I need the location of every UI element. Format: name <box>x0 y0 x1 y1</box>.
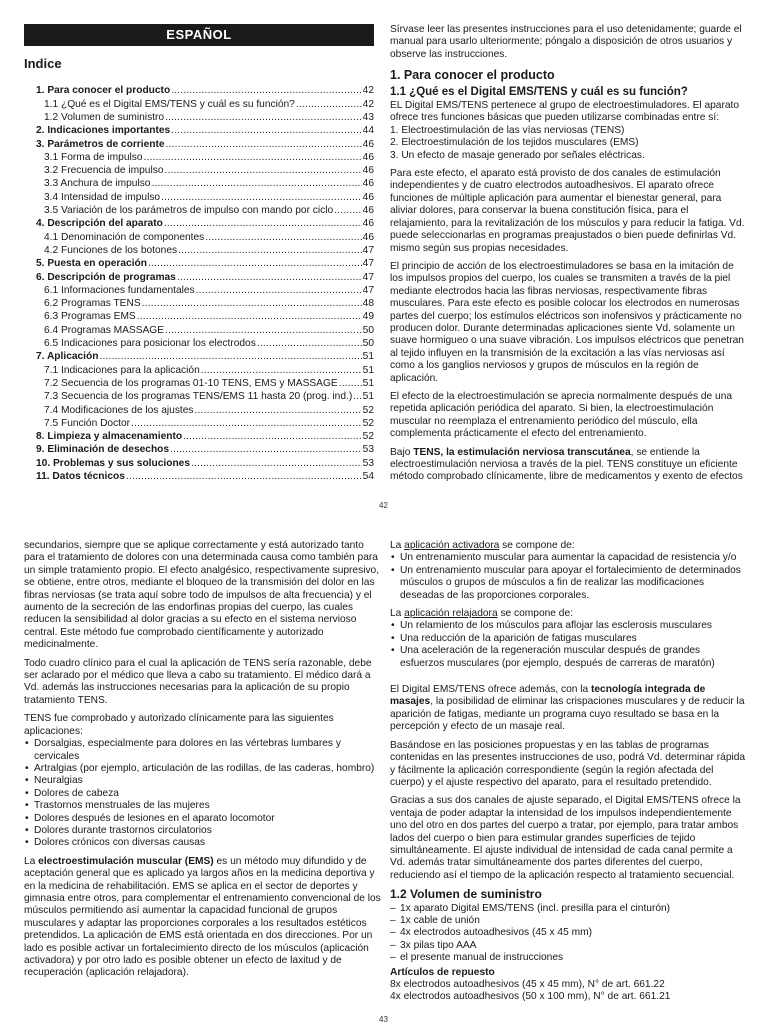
table-of-contents <box>24 84 374 483</box>
toc-entry[interactable] <box>24 164 374 177</box>
toc-entry-title: 4. Descripción del aparato <box>36 218 163 230</box>
toc-entry[interactable] <box>24 84 374 97</box>
list-item: – 1x aparato Digital EMS/TENS (incl. presilla para el cinturón) <box>400 903 747 915</box>
toc-entry-title: 6.3 Programas EMS <box>44 311 136 323</box>
toc-entry[interactable] <box>24 310 374 323</box>
toc-entry-page: 51 <box>362 391 374 403</box>
toc-entry-page: 52 <box>362 417 374 429</box>
toc-entry[interactable] <box>24 191 374 204</box>
toc-leader-dots <box>144 151 362 164</box>
toc-entry[interactable] <box>24 364 374 377</box>
toc-leader-dots <box>151 177 361 190</box>
toc-entry-title: 6. Descripción de programas <box>36 271 176 283</box>
toc-leader-dots <box>126 470 362 483</box>
toc-leader-dots <box>195 404 362 417</box>
toc-entry-page: 51 <box>362 377 374 389</box>
toc-entry-page: 49 <box>362 311 374 323</box>
list-item: – 3x pilas tipo AAA <box>400 940 747 952</box>
toc-entry-page: 51 <box>362 351 374 363</box>
paragraph: El efecto de la electroestimulación se aprecia normalmente después de una repetida aplicación periódica del aparato. Si bien, la electroestimulación muscular no reemplaza el entrenamiento periódico del músculo, ella complementa prácticamente el efecto del entrenamiento. <box>390 390 733 440</box>
toc-entry-page: 53 <box>362 444 374 456</box>
toc-entry[interactable] <box>24 404 374 417</box>
toc-entry[interactable] <box>24 151 374 164</box>
toc-entry-page: 50 <box>362 338 374 350</box>
toc-entry[interactable] <box>24 177 374 190</box>
toc-entry-page: 46 <box>362 218 374 230</box>
toc-entry-page: 46 <box>362 231 374 243</box>
toc-entry-page: 47 <box>362 271 374 283</box>
toc-entry-page: 46 <box>362 191 374 203</box>
toc-entry-page: 46 <box>362 205 374 217</box>
toc-entry-page: 54 <box>362 471 374 483</box>
toc-entry-title: 7.1 Indicaciones para la aplicación <box>44 364 200 376</box>
toc-entry-title: 3.1 Forma de impulso <box>44 151 143 163</box>
toc-entry-title: 7. Aplicación <box>36 351 99 363</box>
toc-entry-title: 4.2 Funciones de los botones <box>44 244 178 256</box>
toc-leader-dots <box>178 244 362 257</box>
toc-leader-dots <box>196 284 362 297</box>
toc-entry[interactable] <box>24 457 374 470</box>
toc-entry[interactable] <box>24 297 374 310</box>
toc-entry-title: 6.1 Informaciones fundamentales <box>44 284 195 296</box>
toc-leader-dots <box>257 337 362 350</box>
toc-entry-page: 42 <box>362 85 374 97</box>
paragraph: secundarios, siempre que se aplique correctamente y está autorizado tanto para el tratamiento de dolores con una determinada causa como también para un simple tratamiento propio. El efecto analgésico, respectivamente supresivo, se obtiene, entre otros, mediante el bloqueo de la transmisión del dolor en las fibras nerviosas (se trata aquí sobre todo de impulsos de alta frecuencia) y el aumento de la secreción de las endorfinas propias del cuerpo, las cuales reducen la sensibilidad al dolor gracias a su efecto en el sistema nervioso central. Este método fue comprobado científicamente y autorizado medicinalmente. <box>24 540 380 651</box>
toc-entry-page: 52 <box>362 431 374 443</box>
page-number: 42 <box>379 501 388 510</box>
toc-leader-dots <box>164 217 362 230</box>
list-item: – 4x electrodos autoadhesivos (45 x 45 mm) <box>400 927 747 939</box>
language-header: ESPAÑOL <box>24 24 374 46</box>
list-item: • Dorsalgias, especialmente para dolores en las vértebras lumbares y cervicales <box>34 738 381 763</box>
page-number: 43 <box>379 1015 388 1024</box>
toc-entry-title: 7.3 Secuencia de los programas TENS/EMS 11 hasta 20 (prog. ind.) <box>44 391 353 403</box>
toc-entry-page: 46 <box>362 165 374 177</box>
function-list <box>390 125 745 162</box>
list-item: • Artralgias (por ejemplo, articulación de las rodillas, de las caderas, hombro) <box>34 763 381 775</box>
toc-entry-title: 3.3 Anchura de impulso <box>44 178 151 190</box>
toc-entry-page: 53 <box>362 457 374 469</box>
toc-entry-title: 7.2 Secuencia de los programas 01-10 TENS, EMS y MASSAGE <box>44 377 338 389</box>
toc-entry[interactable] <box>24 231 374 244</box>
toc-entry[interactable] <box>24 377 374 390</box>
toc-entry[interactable] <box>24 390 374 403</box>
toc-leader-dots <box>165 324 362 337</box>
toc-entry-title: 11. Datos técnicos <box>36 471 125 483</box>
intro-column <box>390 24 745 490</box>
toc-leader-dots <box>191 457 362 470</box>
toc-entry-page: 47 <box>362 258 374 270</box>
toc-leader-dots <box>353 390 361 403</box>
toc-leader-dots <box>171 124 361 137</box>
toc-entry[interactable] <box>24 350 374 363</box>
spare-part-item: 8x electrodos autoadhesivos (45 x 45 mm), N° de art. 661.22 <box>390 979 665 990</box>
index-column <box>24 24 374 483</box>
toc-entry-page: 48 <box>362 298 374 310</box>
paragraph: El Digital EMS/TENS ofrece además, con la tecnología integrada de masajes, la posibilidad de eliminar las crispaciones musculares y de reducir la aparición de fatigas, mediante un programa cuyo resultado se basa en la percepción y efecto de un masaje real. <box>390 684 745 733</box>
toc-entry-page: 52 <box>362 404 374 416</box>
paragraph: EL Digital EMS/TENS pertenece al grupo de electroestimuladores. El aparato ofrece tres funciones básicas que pueden utilizarse combinadas entre sí: <box>390 100 740 124</box>
toc-entry[interactable] <box>24 98 374 111</box>
paragraph: TENS fue comprobado y autorizado clínicamente para las siguientes aplicaciones: <box>24 713 334 737</box>
tens-applications-list <box>24 738 381 850</box>
toc-entry-title: 10. Problemas y sus soluciones <box>36 457 191 469</box>
toc-entry-title: 9. Eliminación de desechos <box>36 444 170 456</box>
toc-entry-page: 46 <box>362 138 374 150</box>
list-item: 2. Electroestimulación de los tejidos musculares (EMS) <box>390 137 639 149</box>
toc-entry-title: 1. Para conocer el producto <box>36 85 171 97</box>
toc-entry-page: 47 <box>362 244 374 256</box>
toc-leader-dots <box>161 191 362 204</box>
toc-leader-dots <box>170 443 362 456</box>
toc-entry[interactable] <box>24 337 374 350</box>
toc-leader-dots <box>142 297 362 310</box>
toc-entry[interactable] <box>24 443 374 456</box>
paragraph: El principio de acción de los electroestimuladores se basa en la imitación de los impulsos propios del cuerpo, los cuales se transmiten a través de la piel mediante electrodos hacia las fibras nerviosas, respectivamente fibras musculares. Para este efecto es posible colocar los electrodos en numerosas partes del cuerpo; los estímulos eléctricos son inofensivos y prácticamente no producen dolor. Durante determinadas aplicaciones siente Vd. solamente un suave hormigueo o una suave vibración. Los impulsos eléctricos que penetran al tejido influyen en la transmisión de la excitación a las vías nerviosas así como a los ganglios nerviosos y grupos de músculos en la región de aplicación. <box>390 260 744 384</box>
list-item: • Una aceleración de la regeneración muscular después de grandes esfuerzos musculares (por ejemplo, después de carreras de maratón) <box>400 645 747 670</box>
list-item: • Dolores después de lesiones en el aparato locomotor <box>34 813 381 825</box>
toc-entry[interactable] <box>24 244 374 257</box>
list-item: 3. Un efecto de masaje generado por señales eléctricas. <box>390 149 645 161</box>
toc-entry[interactable] <box>24 124 374 137</box>
paragraph: Basándose en las posiciones propuestas y en las tablas de programas contenidas en las presentes instrucciones de uso, podrá Vd. determinar rápida y fácilmente la aplicación correspondiente (según la región afectada del cuerpo) y el ajuste respectivo del aparato, para el resultado pretendido. <box>390 739 746 788</box>
toc-entry[interactable] <box>24 470 374 483</box>
toc-leader-dots <box>183 430 362 443</box>
toc-entry-title: 3.2 Frecuencia de impulso <box>44 165 164 177</box>
list-item: • Dolores durante trastornos circulatorios <box>34 825 381 837</box>
toc-leader-dots <box>339 377 362 390</box>
toc-entry[interactable] <box>24 324 374 337</box>
toc-entry-title: 4.1 Denominación de componentes <box>44 231 205 243</box>
toc-entry-title: 7.4 Modificaciones de los ajustes <box>44 404 194 416</box>
toc-entry-page: 50 <box>362 324 374 336</box>
toc-entry-title: 6.2 Programas TENS <box>44 298 141 310</box>
list-item: • Un entrenamiento muscular para apoyar el fortalecimiento de determinados músculos o grupos de músculos a fin de realizar las modificaciones deseadas de las proporciones corporales. <box>400 565 747 602</box>
toc-entry-title: 1.1 ¿Qué es el Digital EMS/TENS y cuál es su función? <box>44 98 295 110</box>
spare-parts-title: Artículos de repuesto <box>390 966 495 978</box>
toc-leader-dots <box>99 350 361 363</box>
list-item: • Una reducción de la aparición de fatigas musculares <box>400 633 747 645</box>
toc-entry-title: 7.5 Función Doctor <box>44 417 131 429</box>
list-item: – el presente manual de instrucciones <box>400 952 747 964</box>
supply-list <box>390 903 747 965</box>
toc-entry-page: 46 <box>362 178 374 190</box>
paragraph: Bajo TENS, la estimulación nerviosa transcutánea, se entiende la electroestimulación nerviosa a través de la piel. TENS constituye un eficiente método comprobado clínicamente, libre de medicamentos y exento de efectos <box>390 446 743 483</box>
toc-leader-dots <box>165 111 362 124</box>
toc-entry-page: 42 <box>362 98 374 110</box>
toc-entry-title: 5. Puesta en operación <box>36 258 147 270</box>
section-1-title: 1. Para conocer el producto <box>390 68 555 83</box>
ems-column <box>390 540 747 1004</box>
toc-entry-page: 43 <box>362 112 374 123</box>
toc-leader-dots <box>171 84 361 97</box>
toc-leader-dots <box>296 98 362 111</box>
tens-column <box>24 540 381 986</box>
list-item: – 1x cable de unión <box>400 915 747 927</box>
paragraph: Todo cuadro clínico para el cual la aplicación de TENS sería razonable, debe ser aclarado por el médico que lleva a cabo su tratamiento. El médico dará a Vd. además las instrucciones necesarias para la aplicación de su propio tratamiento TENS. <box>24 657 372 706</box>
list-item: • Dolores de cabeza <box>34 788 381 800</box>
toc-leader-dots <box>166 138 362 151</box>
intro-paragraph: Sírvase leer las presentes instrucciones para el uso detenidamente; guarde el manual para usarlo ulteriormente; póngalo a disposición de otros usuarios y observe las instrucciones. <box>390 24 742 60</box>
toc-entry-page: 44 <box>362 125 374 137</box>
toc-entry[interactable] <box>24 271 374 284</box>
toc-entry-title: 3.4 Intensidad de impulso <box>44 191 161 203</box>
toc-entry[interactable] <box>24 111 374 124</box>
toc-entry[interactable] <box>24 204 374 217</box>
toc-leader-dots <box>205 231 361 244</box>
section-1-2-title: 1.2 Volumen de suministro <box>390 887 542 902</box>
paragraph: La aplicación activadora se compone de: <box>390 540 575 551</box>
toc-entry[interactable] <box>24 430 374 443</box>
toc-entry-title: 3. Parámetros de corriente <box>36 138 165 150</box>
list-item: • Trastornos menstruales de las mujeres <box>34 800 381 812</box>
toc-leader-dots <box>137 310 362 323</box>
list-item: 1. Electroestimulación de las vías nerviosas (TENS) <box>390 124 625 136</box>
section-1-1-title: 1.1 ¿Qué es el Digital EMS/TENS y cuál es su función? <box>390 85 688 98</box>
toc-entry-title: 6.4 Programas MASSAGE <box>44 324 165 336</box>
paragraph: La electroestimulación muscular (EMS) es un método muy difundido y de aceptación general que es aplicado ya largos años en la medicina deportiva y en la medicina de rehabilitación. EMS se aplica en el sector de deportes y gimnasia entre otros, para complementar el entrenamiento convencional de los músculos permitiendo así aumentar la capacidad funcional de grupos musculares y adaptar las proporciones corporales a los resultados estéticos pretendidos. La aplicación de EMS está orientada en dos direcciones. Por un lado es posible activar un fortalecimiento directo de los músculos (aplicación activadora) y por otro lado es posible obtener un efecto de laxitud y de recuperación (aplicación relajadora). <box>24 855 381 979</box>
toc-entry-title: 3.5 Variación de los parámetros de impulso con mando por ciclo <box>44 205 334 217</box>
paragraph: Gracias a sus dos canales de ajuste separado, el Digital EMS/TENS ofrece la ventaja de poder adaptar la intensidad de los impulsos independientemente uno del otro en dos partes del cuerpo a tratar, por ejemplo, para tratar ambos lados del cuerpo o bien para estimular grandes superficies de tejido simultáneamente. El ajuste individual de intensidad de cada canal permite a Vd. además tratar simultáneamente dos partes diferentes del cuerpo, reduciendo así el tiempo de la aplicación respecto al tratamiento secuencial. <box>390 795 741 881</box>
spare-part-item: 4x electrodos autoadhesivos (50 x 100 mm), N° de art. 661.21 <box>390 991 671 1003</box>
paragraph: La aplicación relajadora se compone de: <box>390 608 573 620</box>
toc-leader-dots <box>201 364 362 377</box>
index-title: Indice <box>24 56 62 71</box>
toc-entry-page: 47 <box>362 284 374 296</box>
list-item: • Un relamiento de los músculos para aflojar las esclerosis musculares <box>400 620 747 632</box>
toc-entry-title: 1.2 Volumen de suministro <box>44 112 165 123</box>
toc-leader-dots <box>334 204 361 217</box>
toc-leader-dots <box>177 271 362 284</box>
activation-list <box>390 552 747 602</box>
toc-entry[interactable] <box>24 417 374 430</box>
toc-entry-title: 2. Indicaciones importantes <box>36 125 171 137</box>
list-item: • Neuralgias <box>34 775 381 787</box>
toc-entry[interactable] <box>24 257 374 270</box>
toc-entry-title: 6.5 Indicaciones para posicionar los electrodos <box>44 338 256 350</box>
paragraph: Para este efecto, el aparato está provisto de dos canales de estimulación independientes y de cuatro electrodos autoadhesivos. El aparato ofrece funciones de múltiple aplicación para aumentar el bienestar general, para aliviar dolores, para conservar la buena constitución física, para el relajamiento, para la revitalización de los músculos y para reducir la fatiga. Vd. puede seleccionarlas en programas preajustados o bien puede definirlas Vd. mismo según sus propias necesidades. <box>390 168 745 254</box>
list-item: • Un entrenamiento muscular para aumentar la capacidad de resistencia y/o <box>400 552 747 564</box>
toc-entry-title: 8. Limpieza y almacenamiento <box>36 431 183 443</box>
toc-entry-page: 51 <box>362 364 374 376</box>
relaxation-list <box>390 620 747 670</box>
list-item: • Dolores crónicos con diversas causas <box>34 837 381 849</box>
toc-entry[interactable] <box>24 138 374 151</box>
toc-leader-dots <box>131 417 362 430</box>
toc-leader-dots <box>148 257 362 270</box>
toc-entry[interactable] <box>24 217 374 230</box>
toc-entry[interactable] <box>24 284 374 297</box>
toc-leader-dots <box>164 164 361 177</box>
toc-entry-page: 46 <box>362 151 374 163</box>
